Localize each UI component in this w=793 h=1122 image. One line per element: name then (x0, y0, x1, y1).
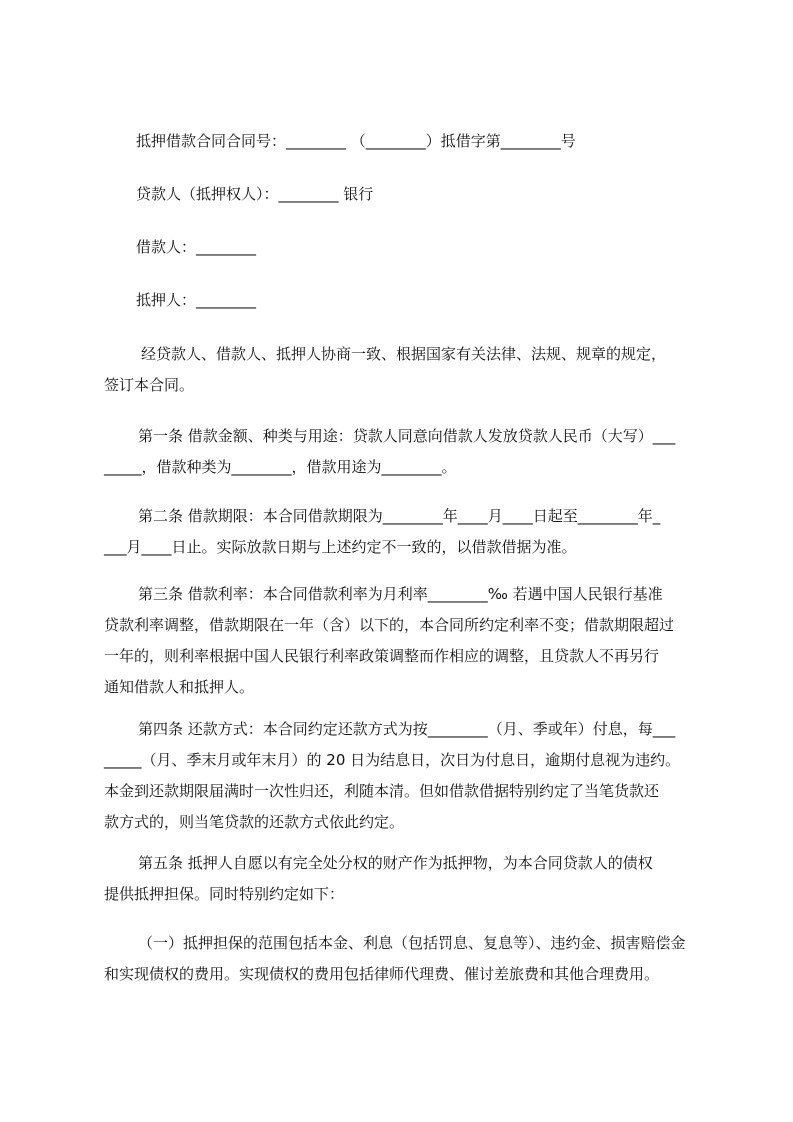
intro-line-2: 签订本合同。 (104, 376, 195, 394)
contract-number-line: 抵押借款合同合同号：________ （________）抵借字第________号 (136, 132, 576, 150)
clause-1-line-2: 和实现债权的费用。实现债权的费用包括律师代理费、催讨差旅费和其他合理费用。 (104, 965, 660, 983)
lender-line: 贷款人（抵押权人）：________ 银行 (136, 185, 374, 203)
article-4-line-2: _____（月、季末月或年末月）的 20 日为结息日，次日为付息日，逾期付息视为违约。 (104, 751, 681, 769)
article-3-line-4: 通知借款人和抵押人。 (104, 678, 255, 696)
article-2-line-1: 第二条 借款期限：本合同借款期限为________年____月____日起至________年_ (138, 507, 661, 525)
article-3-line-3: 一年的，则利率根据中国人民银行利率政策调整而作相应的调整，且贷款人不再另行 (104, 647, 660, 665)
article-2-line-2: ___月____日止。实际放款日期与上述约定不一致的，以借款借据为准。 (104, 538, 577, 556)
intro-paragraph (104, 339, 699, 401)
clause-1-line-1: （一）抵押担保的范围包括本金、利息（包括罚息、复息等）、违约金、损害赔偿金 (138, 934, 686, 952)
article-3-line-2: 贷款利率调整，借款期限在一年（含）以下的，本合同所约定利率不变；借款期限超过 (104, 616, 675, 634)
article-1-paragraph (104, 421, 699, 483)
article-3-paragraph (104, 579, 699, 703)
article-4-line-3: 本金到还款期限届满时一次性归还，利随本清。但如借款借据特别约定了当笔货款还 (104, 782, 660, 800)
article-1-line-2: _____，借款种类为________，借款用途为________。 (104, 458, 457, 476)
intro-line-1: 经贷款人、借款人、抵押人协商一致、根据国家有关法律、法规、规章的规定， (141, 345, 667, 363)
mortgagor-line: 抵押人：________ (136, 291, 257, 309)
article-5-paragraph (104, 848, 699, 910)
article-5-line-1: 第五条 抵押人自愿以有完全处分权的财产作为抵押物，为本合同贷款人的债权 (138, 854, 653, 872)
borrower-line: 借款人：________ (136, 238, 257, 256)
article-4-line-1: 第四条 还款方式：本合同约定还款方式为按________（月、季或年）付息，每___ (138, 720, 676, 738)
clause-1-paragraph (104, 928, 699, 990)
article-4-paragraph (104, 714, 699, 838)
article-4-line-4: 款方式的，则当笔贷款的还款方式依此约定。 (104, 813, 405, 831)
article-1-line-1: 第一条 借款金额、种类与用途：贷款人同意向借款人发放贷款人民币（大写）___ (138, 427, 676, 445)
article-5-line-2: 提供抵押担保。同时特别约定如下： (104, 885, 345, 903)
article-3-line-1: 第三条 借款利率：本合同借款利率为月利率________‰ 若遇中国人民银行基准 (138, 585, 663, 603)
article-2-paragraph (104, 501, 699, 563)
